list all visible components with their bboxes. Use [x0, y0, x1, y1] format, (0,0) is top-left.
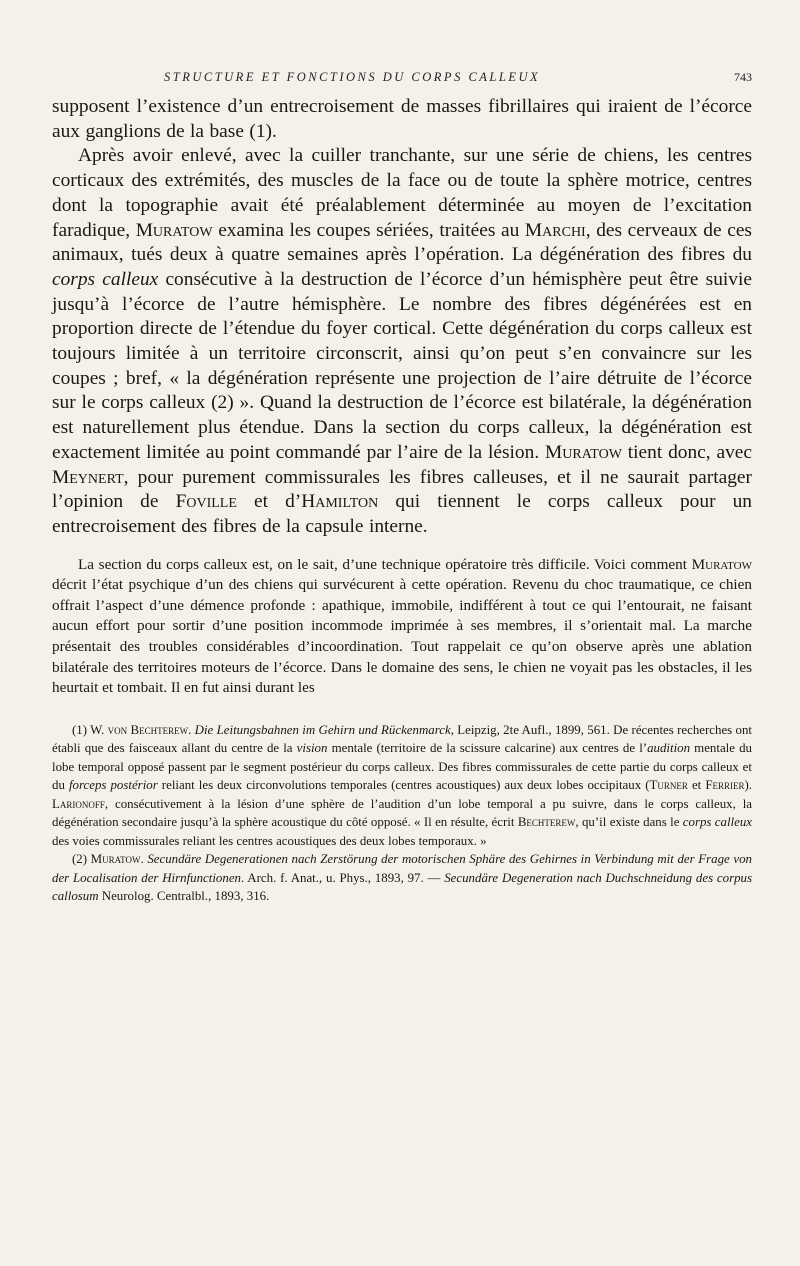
author-marchi: Marchi [524, 219, 586, 241]
fn1-text-a: (1) W. [72, 722, 108, 737]
fn1-author-turner: Turner [649, 778, 688, 793]
fn2-title-2: Secundäre Degeneration nach Duchschneidung des corpus callosum [52, 870, 752, 904]
fn1-text-i: , consécutivement à la lésion d’une sphère de l’audition d’un lobe temporal a pu suivre, dans le corps calleux, la dégénération secondaire jusqu’à la sphère acoustique du côté opposé. « Il en résulte, écrit [52, 796, 752, 830]
fn1-text-b: . [188, 722, 195, 737]
fn1-term-audition: audition [647, 741, 691, 756]
fn2-title: Secundäre Degenerationen nach Zerstörung der motorischen Sphäre des Gehirnes in Verbindung mit der Frage von der Localisation der Hirnfunctionen [52, 852, 752, 885]
fn1-text-k: des voies commissurales reliant les centres acoustiques des deux lobes temporaux. » [52, 833, 487, 848]
fn1-text-j: , qu’il existe dans le [575, 815, 683, 830]
fn2-text-a: (2) [72, 852, 91, 867]
footnotes [52, 721, 752, 906]
small-print-note [52, 555, 752, 699]
author-muratow-2: Muratow [545, 441, 622, 463]
fn1-term-forceps: forceps postérior [68, 778, 158, 793]
note-text-b: décrit l’état psychique d’un des chiens qui survécurent à cette opération. Revenu du choc traumatique, ce chien offrait l’aspect d’une démence profonde : apathique, immobile, indifférent à tout ce qui l’entourait, ne faisant aucun effort pour sortir d’une position incommode imprimée à ses membres, il s’orientait mal. La marche présentait des troubles considérables d’incoordination. Tout rappelait ce qu’on observe après une ablation bilatérale des territoires moteurs de l’écorce. Dans le domaine des sens, le chien ne voyait pas les obstacles, il les heurtait et tombait. Il en fut ainsi durant les [52, 576, 752, 697]
author-meynert: Meynert [52, 466, 124, 488]
term-corps-calleux: corps calleux [52, 268, 159, 290]
page-number: 743 [734, 70, 752, 84]
p2-text-b: examina les coupes sériées, traitées au [212, 219, 525, 241]
author-foville: Foville [175, 491, 237, 513]
p2-text-e: tient donc, avec [621, 441, 752, 463]
fn1-author-bechterew-2: Bechterew [517, 815, 576, 830]
paragraph-1 [52, 95, 752, 144]
p2-text-a: Après avoir enlevé, avec la cuiller tranchante, sur une série de chiens, les centres corticaux des extrémités, des muscles de la face ou de toute la sphère motrice, centres dont la topographie avait été préalablement déterminée au moyen de l’excitation faradique, [52, 145, 752, 241]
author-muratow: Muratow [135, 219, 213, 241]
p2-text-h: qui tiennent le corps calleux pour un entrecroisement des fibres de la capsule interne. [52, 491, 752, 537]
fn1-text-g: et [687, 778, 706, 793]
fn2-text-c: . Arch. f. Anat., u. Phys., 1893, 97. — [241, 870, 445, 885]
fn1-text-c: , Leipzig, 2te Aufl., 1899, 561. De récentes recherches ont établi que des faisceaux allant du centre de la [52, 722, 752, 756]
fn2-text-b: . [140, 852, 148, 867]
fn1-author-larionoff: Larionoff [52, 796, 105, 811]
footnote-2 [52, 850, 752, 906]
running-title: STRUCTURE ET FONCTIONS DU CORPS CALLEUX [164, 70, 541, 84]
p2-text-d: consécutive à la destruction de l’écorce d’un hémisphère peut être suivie jusqu’à l’écorce de l’autre hémisphère. Le nombre des fibres dégénérées est en proportion directe de l’étendue du foyer cortical. Cette dégénération du corps calleux est toujours limitée à un territoire circonscrit, ainsi qu’on peut s’en convaincre sur les coupes ; bref, « la dégénération représente une projection de l’aire détruite de l’écorce sur le corps calleux (2) ». Quand la destruction de l’écorce est bilatérale, la dégénération est naturellement plus étendue. Dans la section du corps calleux, la dégénération est exactement limitée au point commandé par l’aire de la lésion. [52, 268, 752, 463]
fn1-text-h: ). [744, 778, 752, 793]
fn2-text-d: Neurolog. Centralbl., 1893, 316. [98, 889, 270, 904]
running-header [164, 70, 752, 85]
p2-text-c: , des cerveaux de ces animaux, tués deux à quatre semaines après l’opération. La dégénération des fibres du [52, 219, 752, 266]
p2-text-f: , pour purement commissurales les fibres calleuses, et il ne saurait partager l’opinion de [52, 466, 752, 513]
author-hamilton: Hamilton [301, 491, 379, 513]
p2-text-g: et d’ [236, 491, 302, 513]
footnote-1 [52, 721, 752, 851]
fn1-title: Die Leitungsbahnen im Gehirn und Rückenmarck [194, 722, 451, 737]
page [52, 70, 752, 906]
fn1-author-ferrier: Ferrier [705, 778, 745, 793]
fn1-term-vision: vision [296, 741, 328, 756]
fn1-author-bechterew: von Bechterew [107, 722, 189, 737]
note-author-muratow: Muratow [691, 555, 752, 573]
fn1-text-d: mentale (territoire de la scissure calcarine) aux centres de l’ [327, 741, 648, 756]
fn2-author-muratow: Muratow [90, 852, 141, 867]
fn1-text-f: reliant les deux circonvolutions temporales (centres acoustiques) aux deux lobes occipitaux ( [157, 778, 650, 793]
paragraph-2 [52, 144, 752, 539]
note-text-a: La section du corps calleux est, on le sait, d’une technique opératoire très difficile. Voici comment [78, 555, 692, 573]
paragraph-1-text: supposent l’existence d’un entrecroisement de masses fibrillaires qui iraient de l’écorce aux ganglions de la base (1). [52, 96, 752, 142]
main-text [52, 95, 752, 540]
fn1-term-corps-calleux: corps calleux [682, 815, 753, 830]
fn1-text-e: mentale du lobe temporal opposé passent par le segment postérieur du corps calleux. Des fibres commissurales de cette partie du corps calleux et du [52, 741, 752, 793]
